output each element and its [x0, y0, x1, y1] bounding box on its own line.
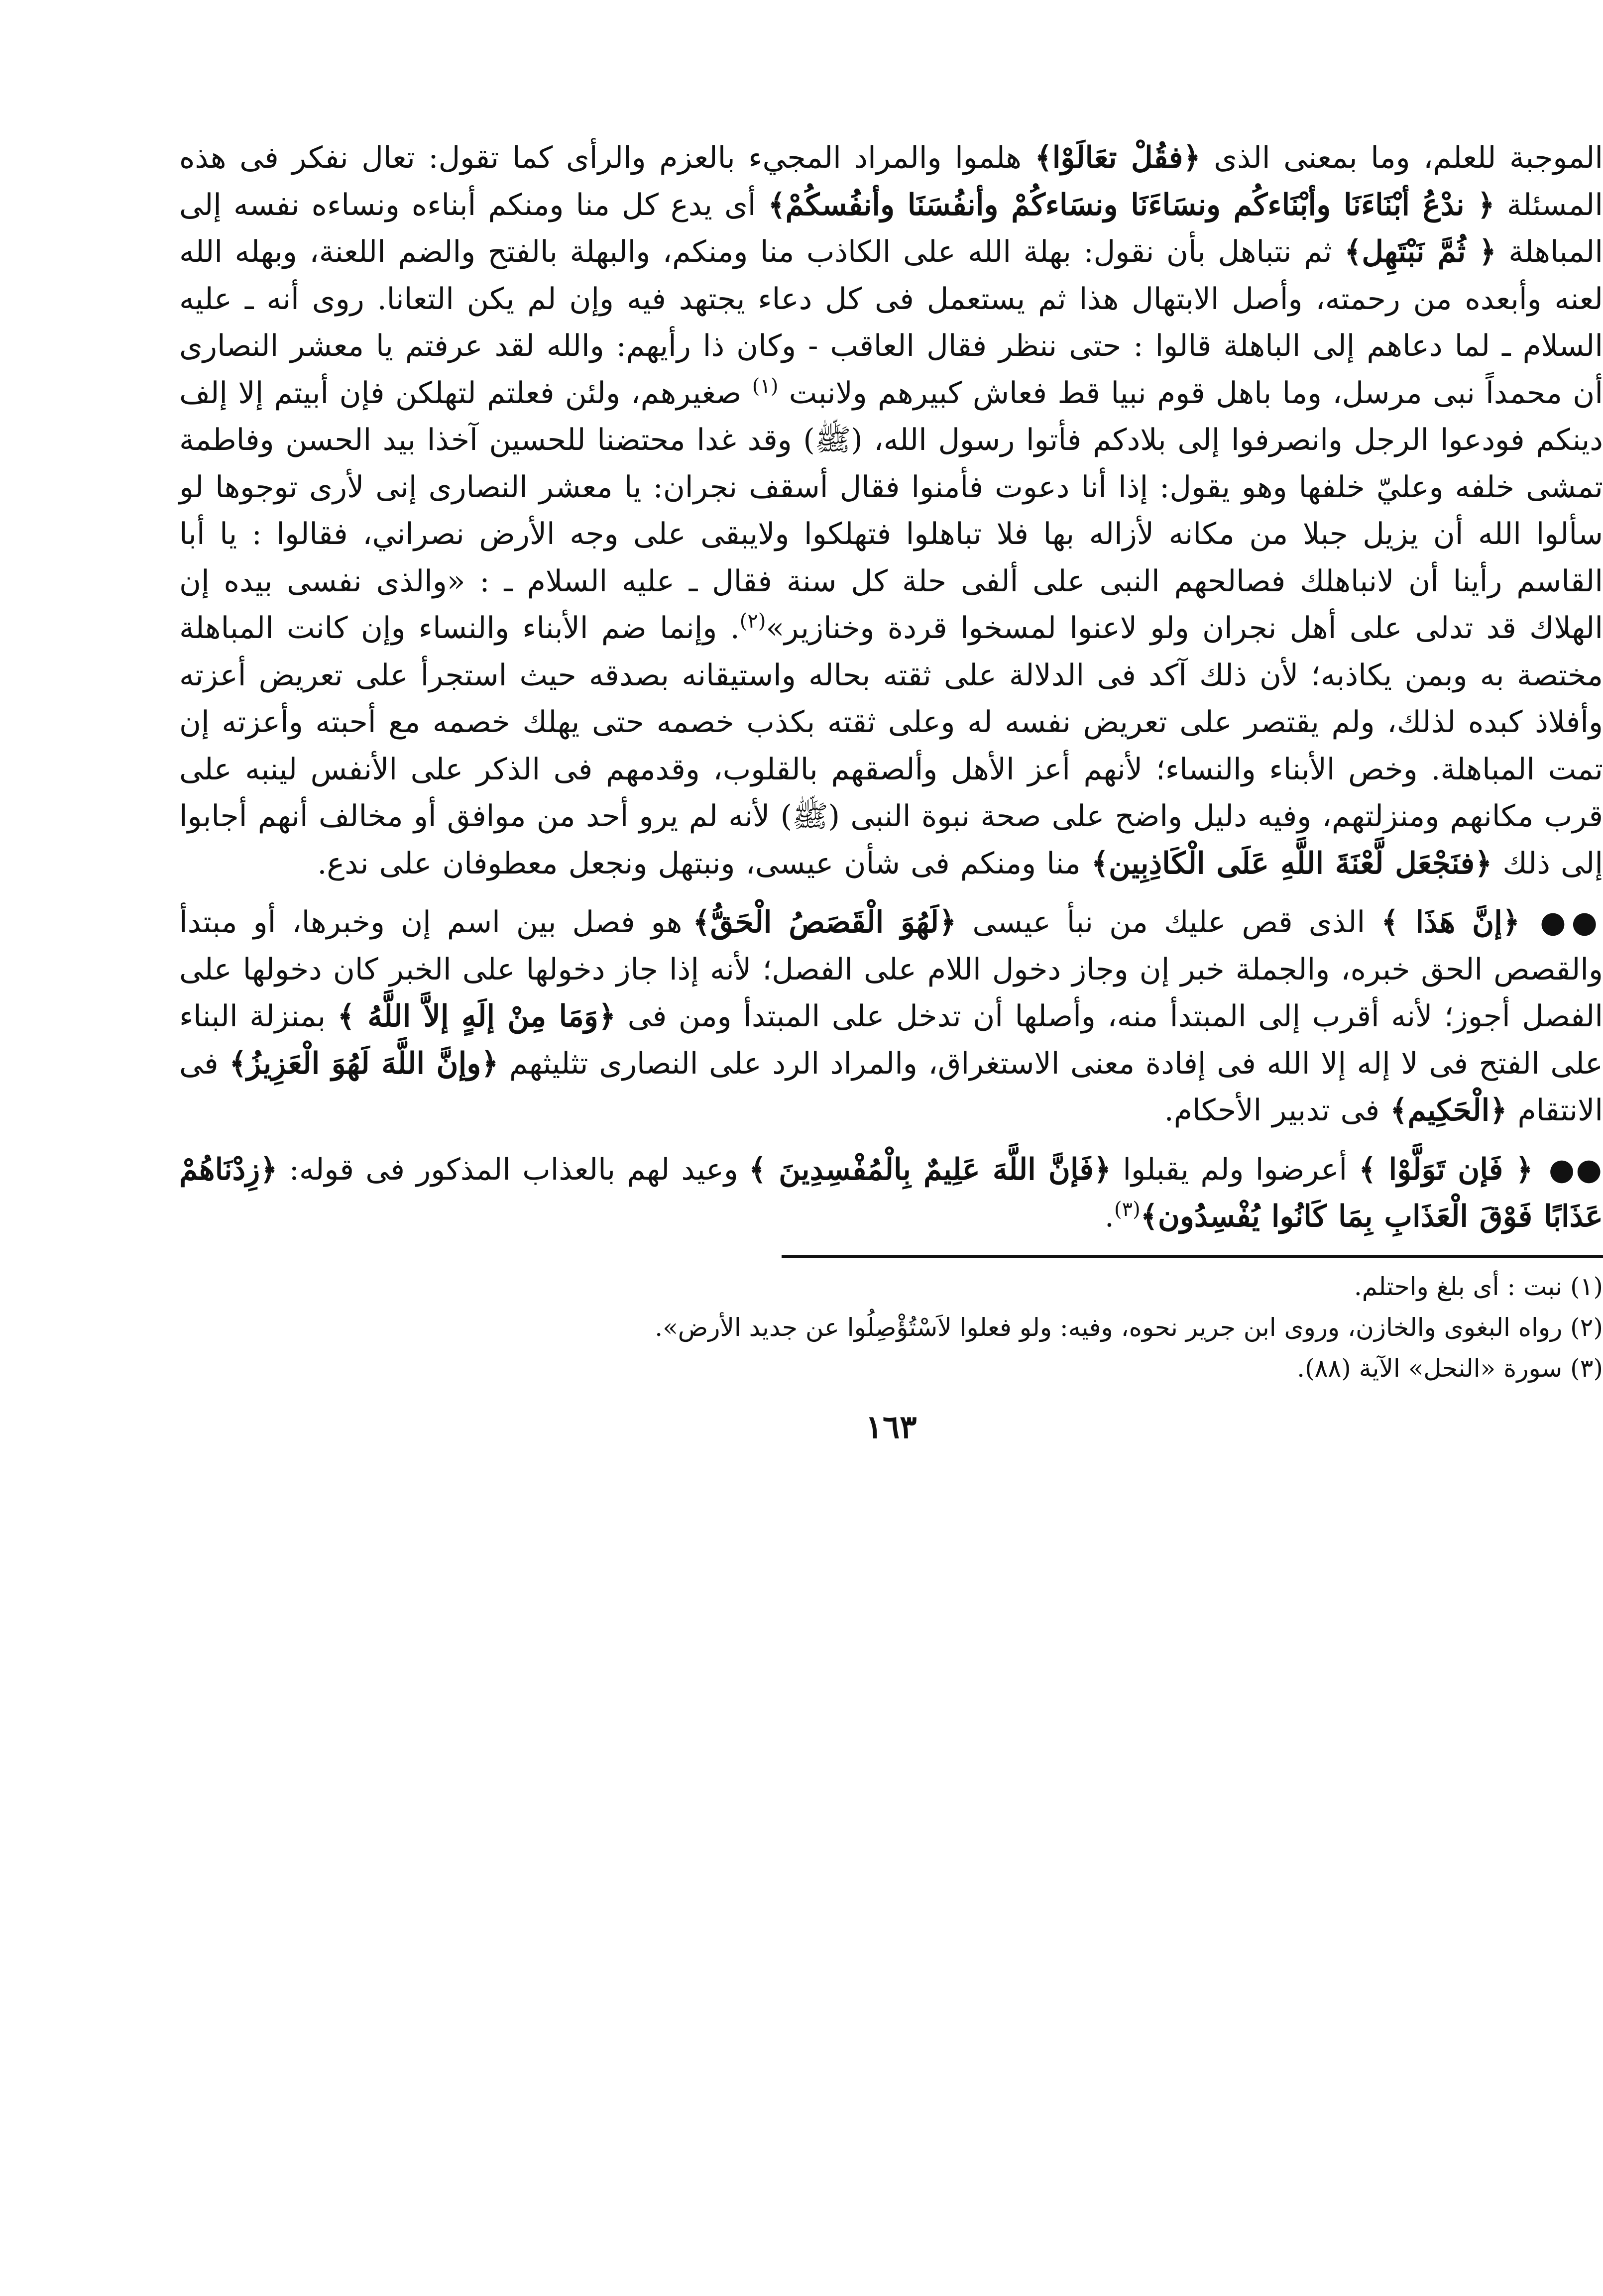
footnote-2: (٢) رواه البغوى والخازن، وروى ابن جرير نحوه، وفيه: ولو فعلوا لاَسْتُؤْصِلُوا عن جديد الأرض». [655, 1313, 1603, 1342]
body-text [179, 134, 1603, 1240]
text-run: وعيد لهم بالعذاب المذكور فى قوله: [277, 1152, 749, 1187]
text-run: ثم نتباهل بأن نقول: بهلة الله على الكاذب منا ومنكم، والبهلة بالفتح والضم اللعنة، وبهله الله لعنه وأبعده من رحمته، وأصل الابتهال هذا ثم يستعمل فى كل دعاء يجتهد فيه وإن لم يكن التعانا. روى أنه ـ عليه السلام ـ لما دعاهم إلى الباهلة قالوا : حتى ننظر فقال العاقب - وكان ذا رأيهم: والله لقد عرفتم يا معشر النصارى أن محمداً نبى مرسل، وما باهل قوم نبيا قط فعاش كبيرهم ولانبت [179, 234, 1603, 411]
text-run: الذى قص عليك من نبأ عيسى [956, 905, 1381, 940]
footnote-1: (١) نبت : أى بلغ واحتلم. [1354, 1272, 1603, 1301]
footnote-ref: (٣) [1114, 1198, 1141, 1221]
text-run: هو فصل بين اسم إن وخبرها، أو مبتدأ والقصص الحق خبره، والجملة خبر إن وجاز دخول اللام على الفصل؛ لأنه إذا جاز دخولها على الخبر كان دخولها على الفصل أجوز؛ لأنه أقرب إلى المبتدأ منه، وأصلها أن تدخل على المبتدأ ومن فى [179, 905, 1603, 1034]
paragraph-bullet: ●● [1548, 1152, 1603, 1187]
text-run: صغيرهم، ولئن فعلتم لتهلكن فإن أبيتم إلا إلف دينكم فودعوا الرجل وانصرفوا إلى بلادكم فأتوا رسول الله، (ﷺ) وقد غدا محتضنا للحسين آخذا بيد الحسن وفاطمة تمشى خلفه وعليّ خلفها وهو يقول: إذا أنا دعوت فأمنوا فقال أسقف نجران: يا معشر النصارى إنى لأرى توجوها لو سألوا الله أن يزيل جبلا من مكانه لأزاله بها فلا تباهلوا فتهلكوا ولايبقى على وجه الأرض نصراني، فقالوا : يا أبا القاسم رأينا أن لانباهلك فصالحهم النبى على ألفى حلة كل سنة فقال ـ عليه السلام ـ : «والذى نفسى بيده إن الهلاك قد تدلى على أهل نجران ولو لاعنوا لمسخوا قردة وخنازير» [179, 375, 1603, 646]
quran-verse: ﴿فنَجْعَل لَّعْنَةَ اللَّهِ عَلَى الْكَاذِبِين﴾ [1091, 846, 1492, 881]
quran-verse: ﴿ فَإن تَوَلَّوْا ﴾ [1359, 1152, 1533, 1187]
paragraph-bullet: ●● [1540, 905, 1603, 940]
text-run: فى الانتقام [179, 1046, 1603, 1128]
quran-verse: ﴿فَإنَّ اللَّهَ عَلِيمٌ بِالْمُفْسِدِينَ ﴾ [748, 1152, 1112, 1187]
quran-verse: ﴿زِدْنَاهُمْ عَذَابًا فَوْقَ الْعَذَابِ بِمَا كَانُوا يُفْسِدُون﴾ [179, 1152, 1603, 1234]
quran-verse: ﴿ ثُمَّ نَبْتَهِل﴾ [1344, 234, 1496, 269]
footnotes [179, 1266, 1603, 1389]
paragraph-1 [179, 134, 1603, 887]
paragraph-3 [179, 1146, 1603, 1240]
page [179, 134, 1603, 2275]
quran-verse: ﴿فقُلْ تعَالَوْا﴾ [1034, 140, 1201, 175]
quran-verse: ﴿وإنَّ اللَّهَ لَهُوَ الْعَزِيزُ﴾ [229, 1046, 499, 1081]
quran-verse: ﴿الْحَكِيم﴾ [1390, 1093, 1507, 1128]
text-run: . [1104, 1199, 1114, 1234]
text-run: فى تدبير الأحكام. [1164, 1093, 1390, 1128]
footnote-ref: (٢) [739, 610, 766, 633]
footnote-3: (٣) سورة «النحل» الآية (٨٨). [1297, 1354, 1603, 1383]
footnote-ref: (١) [752, 374, 779, 398]
footnote-divider [782, 1255, 1603, 1258]
text-run: بمنزلة البناء على الفتح فى لا إله إلا الله فى إفادة معنى الاستغراق، والمراد الرد على النصارى تثليثهم [179, 999, 1603, 1081]
quran-verse: ﴿إنَّ هَذَا ﴾ [1381, 905, 1520, 940]
paragraph-2 [179, 899, 1603, 1134]
text-run: هلموا والمراد المجيء بالعزم والرأى كما تقول: تعال نفكر فى هذه المسئلة [179, 140, 1603, 222]
quran-verse: ﴿وَمَا مِنْ إلَهٍ إلاَّ اللَّهُ ﴾ [337, 999, 616, 1034]
text-run: أى يدع كل منا ومنكم أبناءه ونساءه نفسه إلى المباهلة [179, 187, 1603, 269]
page-number: ١٦٣ [865, 1409, 917, 1446]
quran-verse: ﴿لَهُوَ الْقَصَصُ الْحَقُّ﴾ [692, 905, 957, 940]
quran-verse: ﴿ ندْعُ أبْنَاءَنَا وأبْنَاءكُم ونسَاءَنَا ونسَاءكُمْ وأنفُسَنَا وأنفُسكُمْ﴾ [768, 187, 1495, 222]
text-run: أعرضوا ولم يقبلوا [1111, 1152, 1359, 1187]
text-run: منا ومنكم فى شأن عيسى، ونبتهل ونجعل معطوفان على ندع. [317, 846, 1091, 881]
text-run: الموجبة للعلم، وما بمعنى الذى [1200, 140, 1603, 175]
text-run: . وإنما ضم الأبناء والنساء وإن كانت المباهلة مختصة به وبمن يكاذبه؛ لأن ذلك آكد فى الدلالة على ثقته بحاله واستيقانه بصدقه حيث استجرأ على تعريض أعزته وأفلاذ كبده لذلك، ولم يقتصر على تعريض نفسه له وعلى ثقته بكذب خصمه حتى يهلك خصمه مع أحبته وأعزته إن تمت المباهلة. وخص الأبناء والنساء؛ لأنهم أعز الأهل وألصقهم بالقلوب، وقدمهم فى الذكر على الأنفس لينبه على قرب مكانهم ومنزلتهم، وفيه دليل واضح على صحة نبوة النبى (ﷺ) لأنه لم يرو أحد من موافق أو مخالف أنهم أجابوا إلى ذلك [179, 611, 1603, 881]
